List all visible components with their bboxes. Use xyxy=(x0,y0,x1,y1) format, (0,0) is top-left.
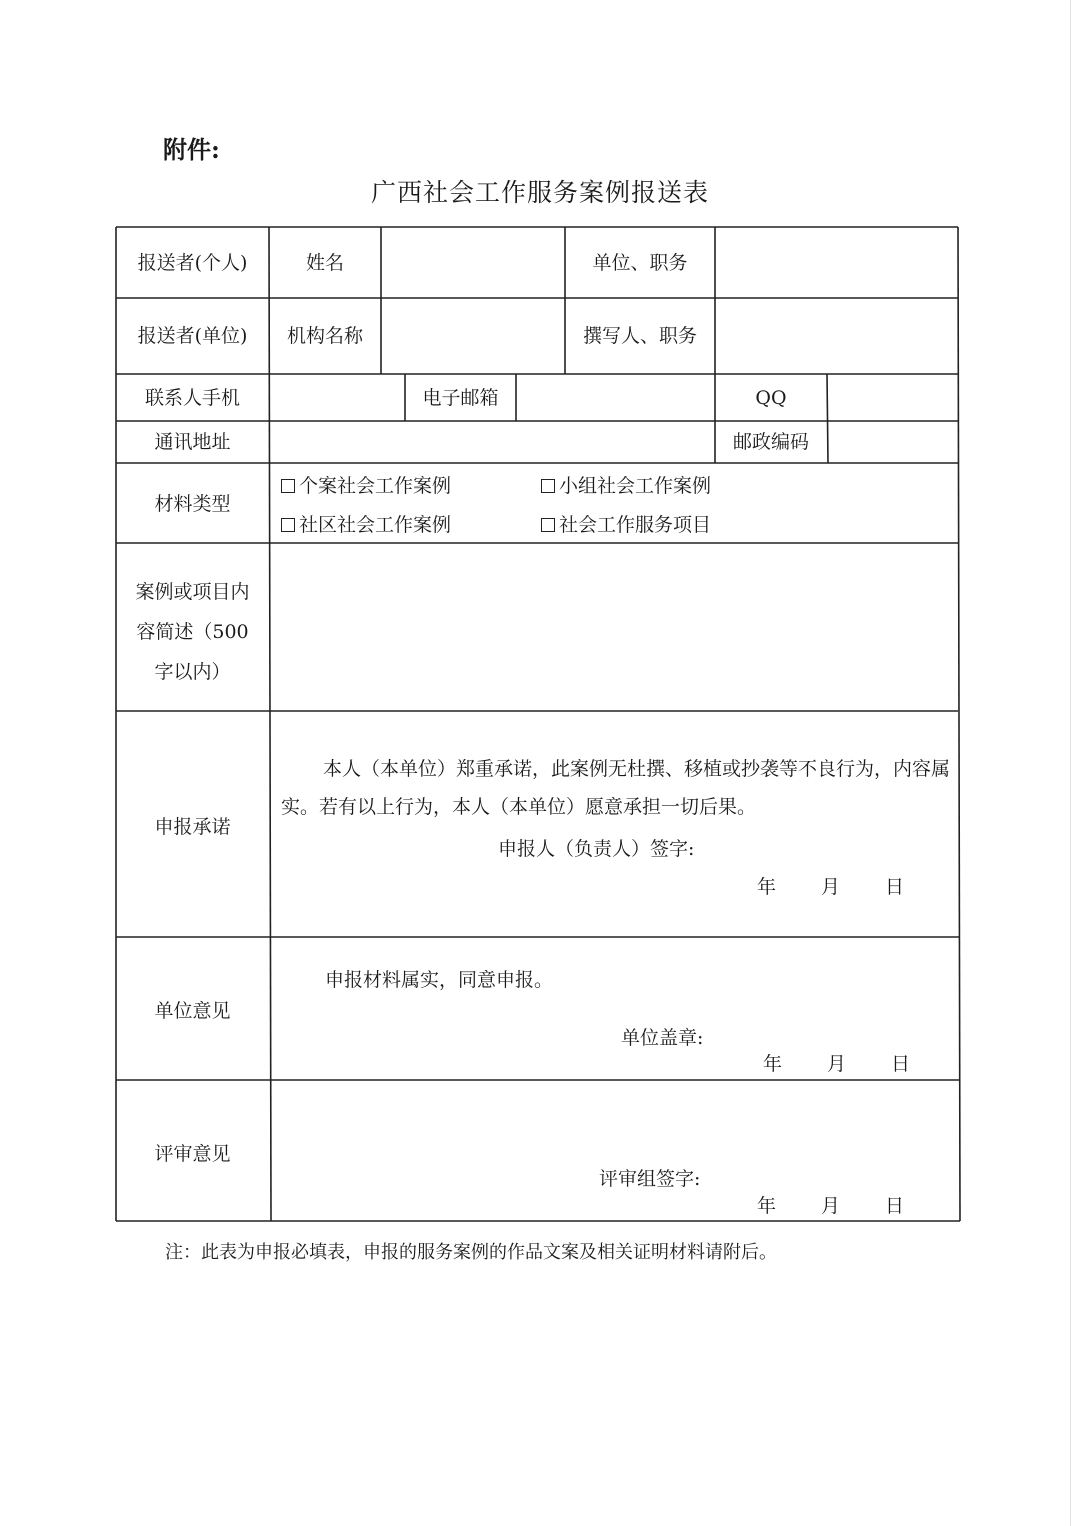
material-option-case[interactable]: 个案社会工作案例 xyxy=(281,477,451,496)
applicant-signature-label: 申报人（负责人）签字: xyxy=(498,838,695,860)
attachment-label: 附件: xyxy=(163,135,220,164)
description-field[interactable] xyxy=(273,546,956,709)
review-year: 年 xyxy=(757,1195,777,1217)
form-title: 广西社会工作服务案例报送表 xyxy=(370,178,709,207)
material-option-community[interactable]: 社区社会工作案例 xyxy=(281,516,451,535)
applicant-signature-field[interactable] xyxy=(720,832,950,862)
email-field[interactable] xyxy=(518,376,713,419)
unit-position-field[interactable] xyxy=(717,230,956,296)
unit-opinion-text: 申报材料属实，同意申报。 xyxy=(325,969,554,991)
review-signature-field[interactable] xyxy=(720,1162,950,1192)
address-field[interactable] xyxy=(271,423,713,461)
description-label: 案例或项目内 容简述（500 字以内） xyxy=(135,581,250,683)
unit-opinion-year: 年 xyxy=(763,1053,783,1075)
name-field[interactable] xyxy=(383,230,563,296)
org-name-field[interactable] xyxy=(383,300,563,372)
material-option-project[interactable]: 社会工作服务项目 xyxy=(541,516,711,535)
commitment-text: 本人（本单位）郑重承诺，此案例无杜撰、移植或抄袭等不良行为，内容属实。若有以上行为，本人（本单位）愿意承担一切后果。 xyxy=(281,758,951,818)
checkbox-icon[interactable] xyxy=(281,479,295,493)
writer-position-label: 撰写人、职务 xyxy=(582,325,697,347)
unit-stamp-label: 单位盖章: xyxy=(621,1027,704,1049)
name-label: 姓名 xyxy=(305,252,344,274)
unit-opinion-label: 单位意见 xyxy=(154,1000,231,1022)
checkbox-icon[interactable] xyxy=(541,479,555,493)
writer-position-field[interactable] xyxy=(717,300,956,372)
commitment-label: 申报承诺 xyxy=(154,816,231,838)
border-right xyxy=(958,227,960,1221)
review-day: 日 xyxy=(885,1195,905,1217)
reporter-individual-label: 报送者(个人) xyxy=(137,252,248,274)
qq-field[interactable] xyxy=(829,376,956,419)
commitment-day: 日 xyxy=(885,876,905,898)
vrule-r34-d xyxy=(827,374,828,463)
checkbox-icon[interactable] xyxy=(281,518,295,532)
commitment-month: 月 xyxy=(821,876,841,898)
review-month: 月 xyxy=(821,1195,841,1217)
material-option-group[interactable]: 小组社会工作案例 xyxy=(541,477,711,496)
unit-opinion-day: 日 xyxy=(891,1053,911,1075)
unit-stamp-field[interactable] xyxy=(720,1020,950,1050)
postcode-label: 邮政编码 xyxy=(732,431,809,453)
qq-label: QQ xyxy=(755,387,787,409)
commitment-year: 年 xyxy=(757,876,777,898)
contact-phone-label: 联系人手机 xyxy=(144,387,240,409)
postcode-field[interactable] xyxy=(829,423,956,461)
email-label: 电子邮箱 xyxy=(422,387,499,409)
unit-opinion-month: 月 xyxy=(827,1053,847,1075)
org-name-label: 机构名称 xyxy=(286,325,363,347)
page-edge xyxy=(1070,0,1071,1526)
footer-note: 注：此表为申报必填表，申报的服务案例的作品文案及相关证明材料请附后。 xyxy=(165,1242,777,1263)
contact-phone-field[interactable] xyxy=(271,376,403,419)
material-type-label: 材料类型 xyxy=(154,493,231,515)
unit-position-label: 单位、职务 xyxy=(592,252,688,274)
address-label: 通讯地址 xyxy=(154,431,231,453)
reporter-unit-label: 报送者(单位) xyxy=(137,325,248,347)
review-signature-label: 评审组签字: xyxy=(599,1168,701,1190)
review-opinion-label: 评审意见 xyxy=(154,1143,231,1165)
checkbox-icon[interactable] xyxy=(541,518,555,532)
